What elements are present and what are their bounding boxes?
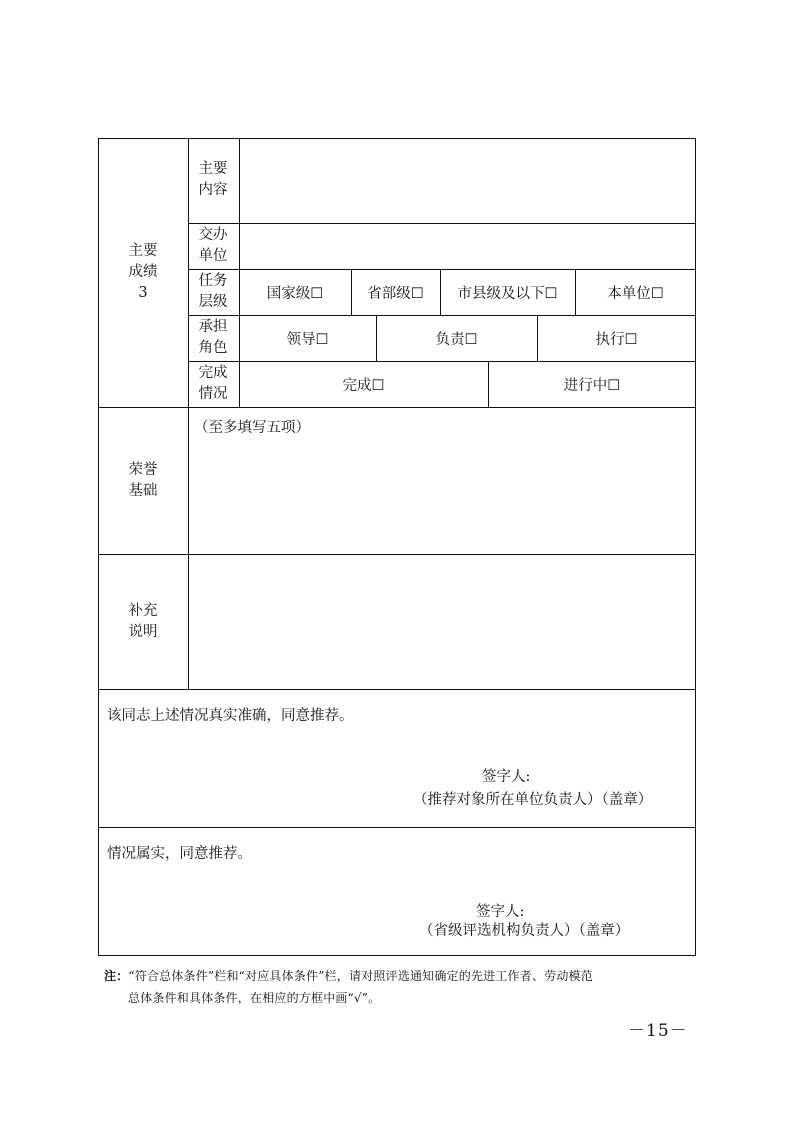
role-label xyxy=(188,317,238,359)
level-label-line2: 层级 xyxy=(198,294,228,310)
unit-label-line1: 交办 xyxy=(198,227,228,243)
honor-field[interactable] xyxy=(189,408,695,554)
role-label-line2: 角色 xyxy=(198,340,228,356)
level-option-provincial[interactable]: 省部级☐ xyxy=(367,285,424,302)
honor-label-line2: 基础 xyxy=(128,483,158,499)
footnote-line2: 总体条件和具体条件，在相应的方框中画“√”。 xyxy=(128,991,381,1005)
level-label-line1: 任务 xyxy=(198,273,228,289)
content-label-line2: 内容 xyxy=(198,182,228,198)
unit-label xyxy=(188,225,238,267)
unit-label-line2: 单位 xyxy=(198,248,228,264)
role-option-responsible[interactable]: 负责☐ xyxy=(435,331,478,348)
row-divider xyxy=(98,827,696,828)
supplement-label xyxy=(118,601,168,643)
level-option-unit[interactable]: 本单位☐ xyxy=(607,285,664,302)
status-label-line2: 情况 xyxy=(198,386,228,402)
honor-hint: （至多填写五项） xyxy=(194,420,310,436)
supplement-field[interactable] xyxy=(189,555,695,689)
honor-label xyxy=(118,460,168,502)
level-option-national[interactable]: 国家级☐ xyxy=(266,285,324,302)
content-field[interactable] xyxy=(240,139,695,223)
achievement-label-line1: 主要 xyxy=(128,243,158,259)
unit-field[interactable] xyxy=(240,224,695,269)
unit-opinion-statement: 该同志上述情况真实准确，同意推荐。 xyxy=(107,708,354,724)
status-label-line1: 完成 xyxy=(198,365,228,381)
page-number: －15－ xyxy=(628,1021,688,1041)
status-label xyxy=(188,363,238,405)
achievement-label xyxy=(118,241,168,304)
provincial-opinion-statement: 情况属实，同意推荐。 xyxy=(107,846,252,862)
footnote-text1: “符合总体条件”栏和“对应具体条件”栏，请对照评选通知确定的先进工作者、劳动模范 xyxy=(128,969,593,983)
content-label-line1: 主要 xyxy=(198,161,228,177)
supplement-label-line1: 补充 xyxy=(128,603,158,619)
honor-label-line1: 荣誉 xyxy=(128,462,158,478)
role-option-lead[interactable]: 领导☐ xyxy=(286,331,329,348)
status-option-inprogress[interactable]: 进行中☐ xyxy=(563,377,621,394)
role-label-line1: 承担 xyxy=(198,319,228,335)
unit-signer-role: （推荐对象所在单位负责人）（盖章） xyxy=(413,792,653,808)
level-label xyxy=(188,271,238,313)
achievement-label-line3: 3 xyxy=(138,285,148,301)
provincial-signer-label: 签字人: xyxy=(476,904,525,920)
role-option-execute[interactable]: 执行☐ xyxy=(595,331,638,348)
level-option-municipal[interactable]: 市县级及以下☐ xyxy=(457,285,558,302)
unit-signer-label: 签字人: xyxy=(482,769,531,785)
footnote-prefix: 注： xyxy=(104,969,129,983)
status-option-complete[interactable]: 完成☐ xyxy=(342,377,385,394)
provincial-signer-role: （省级评选机构负责人）（盖章） xyxy=(419,923,630,939)
row-divider xyxy=(98,689,696,690)
supplement-label-line2: 说明 xyxy=(128,624,158,640)
footnote xyxy=(104,965,704,1009)
achievement-label-line2: 成绩 xyxy=(128,264,158,280)
footnote-line1 xyxy=(104,965,704,987)
content-label xyxy=(188,159,238,201)
